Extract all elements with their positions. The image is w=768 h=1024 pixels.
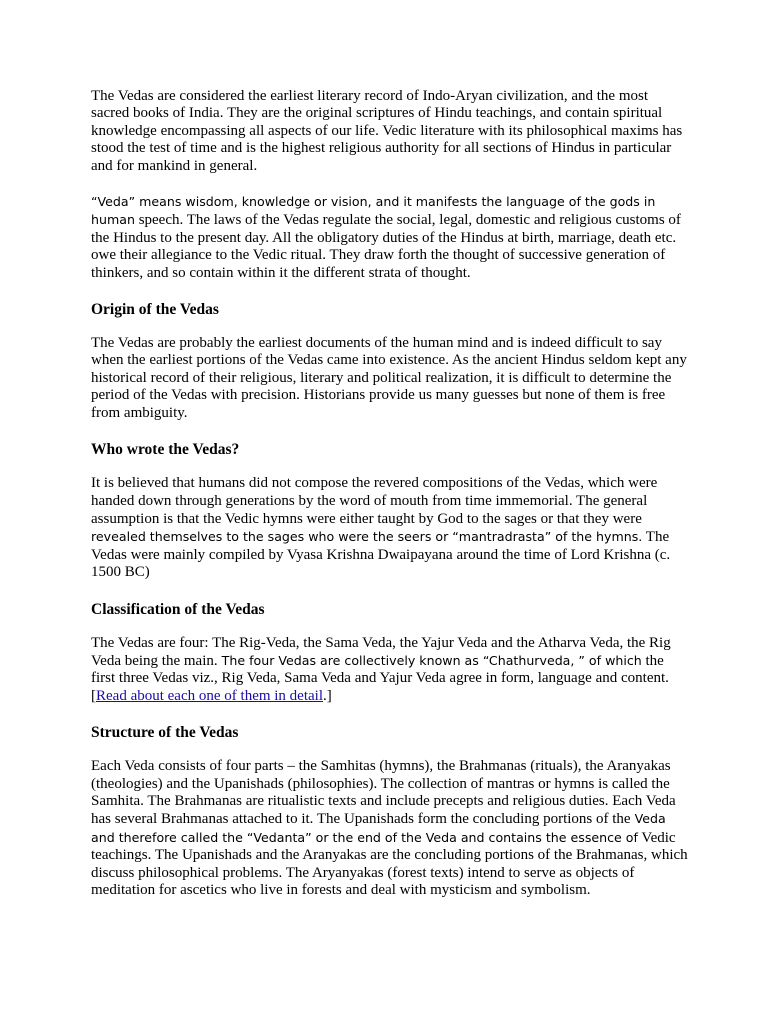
paragraph-classification [91, 635, 688, 706]
structure-text-1: Each Veda consists of four parts – the Samhitas (hymns), the Brahmanas (rituals), the Aranyakas (theologies) and the Upanishads (philosophies). The collection of mantras or hymns is called the Samhita. The Brahmanas are ritualistic texts and include precepts and religious duties. Each Veda has several Brahmanas attached to it. The Upanishads form the concluding portions of the [91, 758, 676, 828]
classification-text-2: the first three Vedas viz., Rig Veda, Sama Veda and Yajur Veda agree in form, language and content. [ [91, 652, 669, 704]
heading-classification: Classification of the Vedas [91, 600, 265, 618]
heading-structure: Structure of the Vedas [91, 724, 239, 742]
who-wrote-sans-text: revealed themselves to the sages who were the seers or “mantradrasta” of the hymns. [91, 529, 643, 545]
structure-text-2: Vedic teachings. The Upanishads and the Aranyakas are the concluding portions of the Brahmanas, which discuss philosophical problems. The Aryanyakas (forest texts) intend to serve as objects of meditation for ascetics who live in forests and deal with mysticism and symbolism. [91, 829, 688, 898]
paragraph-origin [91, 335, 688, 422]
paragraph-intro [91, 88, 688, 175]
paragraph-who-wrote [91, 475, 688, 581]
read-detail-link[interactable]: Read about each one of them in detail [96, 687, 323, 704]
who-wrote-text-1: It is believed that humans did not compose the revered compositions of the Vedas, which were handed down through generations by the word of mouth from time immemorial. The general assumption is that the Vedic hymns were either taught by God to the sages or that they were [91, 475, 658, 527]
paragraph-structure [91, 758, 688, 899]
classification-text-1: The Vedas are four: The Rig-Veda, the Sama Veda, the Yajur Veda and the Atharva Veda, the Rig Veda being the main. [91, 634, 671, 669]
veda-meaning-sans-text: “Veda” means wisdom, knowledge or vision, and it manifests the language of the gods in human [91, 194, 656, 228]
who-wrote-text-2: The Vedas were mainly compiled by Vyasa Krishna Dwaipayana around the time of Lord Krishna (c. 1500 BC) [91, 529, 671, 581]
intro-text: The Vedas are considered the earliest literary record of Indo-Aryan civilization, and the most sacred books of India. They are the original scriptures of Hindu teachings, and contain spiritual knowledge encompassing all aspects of our life. Vedic literature with its philosophical maxims has stood the test of time and is the highest religious authority for all sections of Hindus in particular and for mankind in general. [91, 88, 683, 174]
classification-text-3: .] [323, 687, 332, 704]
classification-sans-text: The four Vedas are collectively known as “Chathurveda, ” of which [217, 652, 642, 668]
heading-who-wrote: Who wrote the Vedas? [91, 441, 240, 459]
origin-text: The Vedas are probably the earliest documents of the human mind and is indeed difficult to say when the earliest portions of the Vedas came into existence. As the ancient Hindus seldom kept any historical record of their religious, literary and political realization, it is difficult to determine the period of the Vedas with precision. Historians provide us many guesses but none of them is free from ambiguity. [91, 335, 687, 421]
heading-origin: Origin of the Vedas [91, 301, 219, 319]
veda-meaning-text: speech. The laws of the Vedas regulate the social, legal, domestic and religious customs of the Hindus to the present day. All the obligatory duties of the Hindus at birth, marriage, death etc. owe their allegiance to the Vedic ritual. They draw forth the thought of successive generation of thinkers, and so contain within it the different strata of thought. [91, 212, 681, 281]
structure-sans-text: Veda and therefore called the “Vedanta” or the end of the Veda and contains the essence of [91, 811, 666, 845]
paragraph-veda-meaning [91, 193, 688, 282]
